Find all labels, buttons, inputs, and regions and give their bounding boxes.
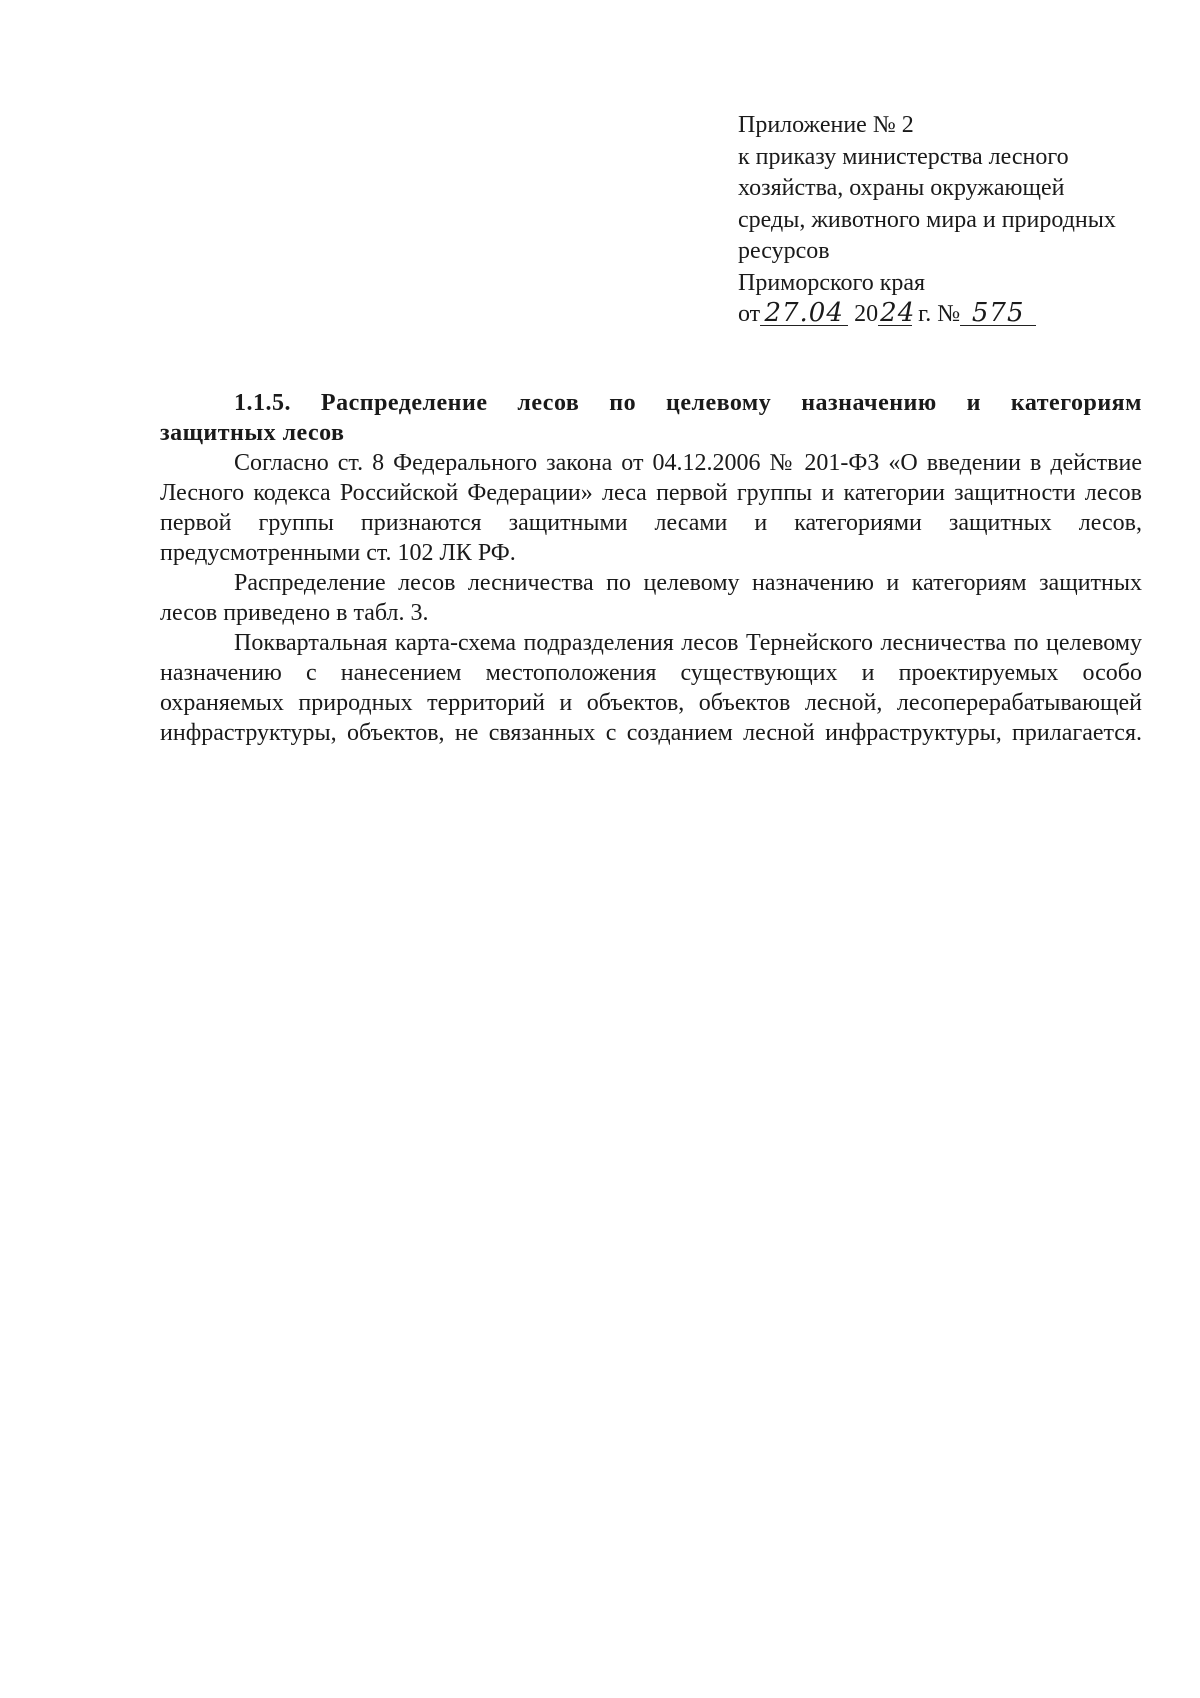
appendix-line: ресурсов — [738, 238, 830, 264]
section-body — [160, 388, 1142, 748]
paragraph-distribution: Распределение лесов лесничества по целевому назначению и категориям защитных лесов приведено в табл. 3. — [160, 570, 1142, 626]
appendix-line: среды, животного мира и природных — [738, 206, 1116, 233]
appendix-line: Приморского края — [738, 269, 926, 296]
handwritten-date: 27.04 — [760, 301, 848, 326]
appendix-title: Приложение № 2 — [738, 112, 914, 138]
appendix-line: хозяйства, охраны окружающей — [738, 175, 1065, 201]
date-prefix: от — [738, 301, 761, 327]
handwritten-year: 24 — [880, 298, 916, 328]
heading-line-1: 1.1.5. Распределение лесов по целевому назначению и категориям — [234, 390, 1142, 416]
paragraph-law-reference: Согласно ст. 8 Федерального закона от 04.12.2006 № 201-ФЗ «О введении в действие Лесного кодекса Российской Федерации» леса первой группы и категории защитности лесов первой группы признаются защитными лесами и категориями защитных лесов, предусмотренными ст. 102 ЛК РФ. — [160, 450, 1142, 566]
paragraph-map-scheme: Поквартальная карта-схема подразделения лесов Тернейского лесничества по целевому назначению с нанесением местоположения существующих и проектируемых особо охраняемых природных территорий и объектов, объектов лесной, лесоперерабатывающей инфраструктуры, объектов, не связанных с созданием лесной инфраструктуры, прилагается. — [160, 630, 1142, 746]
heading-line-2: защитных лесов — [160, 420, 345, 446]
order-date-line — [738, 299, 1178, 331]
appendix-block — [738, 110, 1178, 331]
section-heading — [160, 388, 1142, 448]
handwritten-order-number: 575 — [960, 301, 1036, 326]
appendix-line: к приказу министерства лесного — [738, 143, 1069, 170]
year-word: г. № — [918, 301, 961, 327]
year-prefix: 20 — [854, 301, 879, 327]
